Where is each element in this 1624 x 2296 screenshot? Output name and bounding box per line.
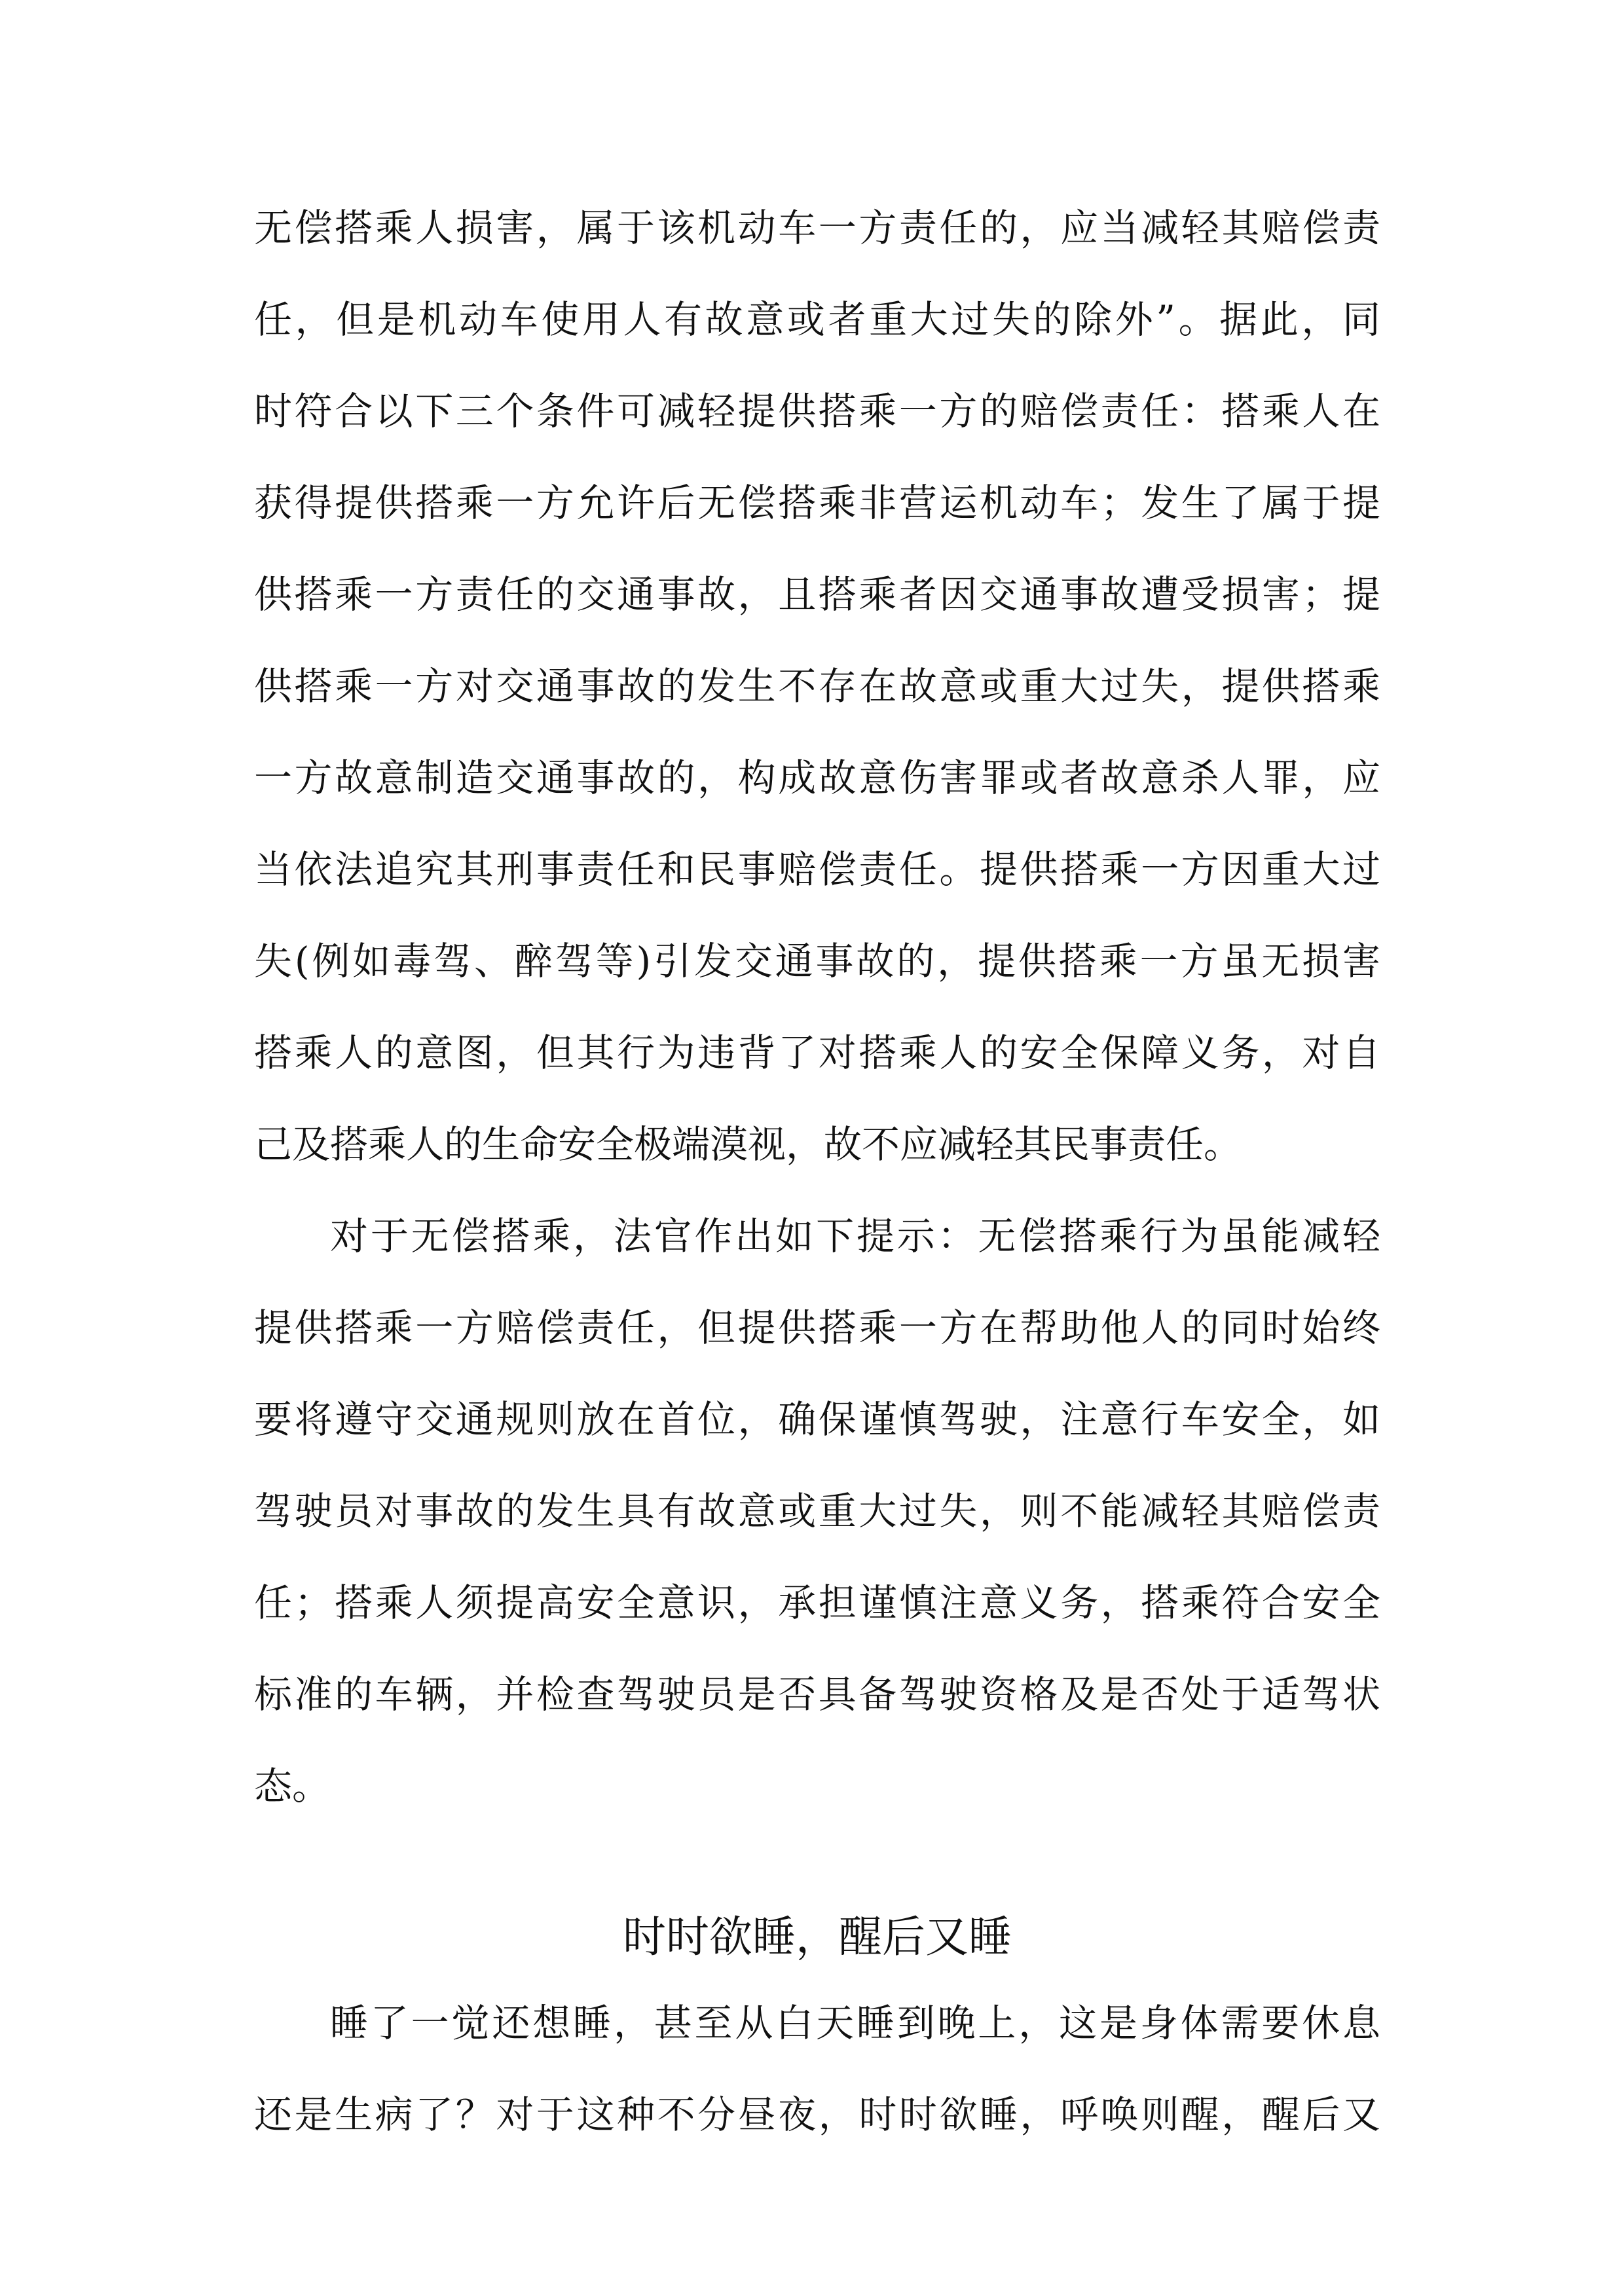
document-body — [254, 208, 1380, 2187]
text-line: 驾驶员对事故的发生具有故意或重大过失，则不能减轻其赔偿责 — [254, 1489, 1380, 1533]
text-line: 标准的车辆，并检查驾驶员是否具备驾驶资格及是否处于适驾状 — [254, 1672, 1380, 1717]
text-line: 任；搭乘人须提高安全意识，承担谨慎注意义务，搭乘符合安全 — [254, 1580, 1380, 1625]
text-line: 任，但是机动车使用人有故意或者重大过失的除外”。据此，同 — [254, 297, 1380, 342]
text-line: 供搭乘一方责任的交通事故，且搭乘者因交通事故遭受损害；提 — [254, 572, 1380, 617]
text-line: 睡了一觉还想睡，甚至从白天睡到晚上，这是身体需要休息 — [330, 2001, 1380, 2045]
spacer — [254, 1960, 1380, 2003]
text-line: 无偿搭乘人损害，属于该机动车一方责任的，应当减轻其赔偿责 — [254, 206, 1380, 250]
text-line: 获得提供搭乘一方允许后无偿搭乘非营运机动车；发生了属于提 — [254, 481, 1380, 525]
text-line: 己及搭乘人的生命安全极端漠视，故不应减轻其民事责任。 — [254, 1122, 1242, 1167]
section-heading: 时时欲睡，醒后又睡 — [623, 1912, 1012, 1962]
text-line: 提供搭乘一方赔偿责任，但提供搭乘一方在帮助他人的同时始终 — [254, 1305, 1380, 1350]
text-line: 一方故意制造交通事故的，构成故意伤害罪或者故意杀人罪，应 — [254, 756, 1380, 800]
text-line: 要将遵守交通规则放在首位，确保谨慎驾驶，注意行车安全，如 — [254, 1397, 1380, 1442]
text-line: 失(例如毒驾、醉驾等)引发交通事故的，提供搭乘一方虽无损害 — [254, 939, 1380, 983]
text-line: 搭乘人的意图，但其行为违背了对搭乘人的安全保障义务，对自 — [254, 1030, 1380, 1075]
text-line: 供搭乘一方对交通事故的发生不存在故意或重大过失，提供搭乘 — [254, 664, 1380, 708]
paragraph-judge-advice — [254, 1216, 1380, 1806]
text-line: 当依法追究其刑事责任和民事赔偿责任。提供搭乘一方因重大过 — [254, 847, 1380, 892]
text-line: 时符合以下三个条件可减轻提供搭乘一方的赔偿责任：搭乘人在 — [254, 389, 1380, 433]
paragraph-liability — [254, 206, 1380, 1167]
text-line: 对于无偿搭乘，法官作出如下提示：无偿搭乘行为虽能减轻 — [330, 1214, 1380, 1258]
text-line: 还是生病了？对于这种不分昼夜，时时欲睡，呼唤则醒，醒后又 — [254, 2092, 1380, 2137]
spacer — [254, 1858, 1380, 1914]
text-line: 态。 — [254, 1764, 331, 1808]
paragraph-sleepiness — [254, 2001, 1380, 2137]
